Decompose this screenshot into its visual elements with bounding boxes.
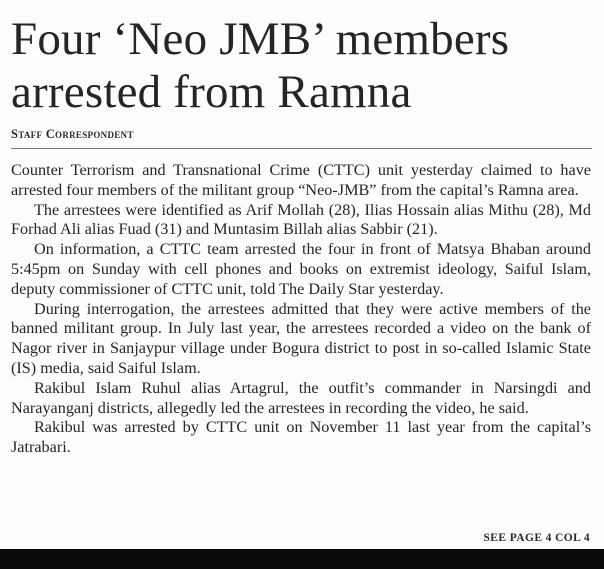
article-body [11,161,591,458]
bottom-black-band [0,549,604,569]
byline: Staff Correspondent [11,127,134,141]
paragraph-4: During interrogation, the arrestees admitted that they were active members of the banned militant group. In July last year, the arrestees recorded a video on the bank of Nagor river in Sanjaypur village under Bogura district to post in so-called Islamic State (IS) media, said Saiful Islam. [11,299,591,377]
paragraph-6: Rakibul was arrested by CTTC unit on November 11 last year from the capital’s Jatrabari. [11,418,591,457]
paragraph-2: The arrestees were identified as Arif Mollah (28), Ilias Hossain alias Mithu (28), Md Forhad Ali alias Fuad (31) and Muntasim Billah alias Sabbir (21). [11,200,591,239]
paragraph-5: Rakibul Islam Ruhul alias Artagrul, the outfit’s commander in Narsingdi and Narayanganj districts, allegedly led the arrestees in recording the video, he said. [11,378,591,417]
headline: Four ‘Neo JMB’ members arrested from Ramna [11,13,510,118]
paragraph-1: Counter Terrorism and Transnational Crime (CTTC) unit yesterday claimed to have arrested four members of the militant group “Neo-JMB” from the capital’s Ramna area. [11,161,591,199]
paragraph-3: On information, a CTTC team arrested the four in front of Matsya Bhaban around 5:45pm on Sunday with cell phones and books on extremist ideology, Saiful Islam, deputy commissioner of CTTC unit, told The Daily Star yesterday. [11,240,591,298]
continuation-note: SEE PAGE 4 COL 4 [483,532,590,544]
byline-divider [11,148,592,149]
